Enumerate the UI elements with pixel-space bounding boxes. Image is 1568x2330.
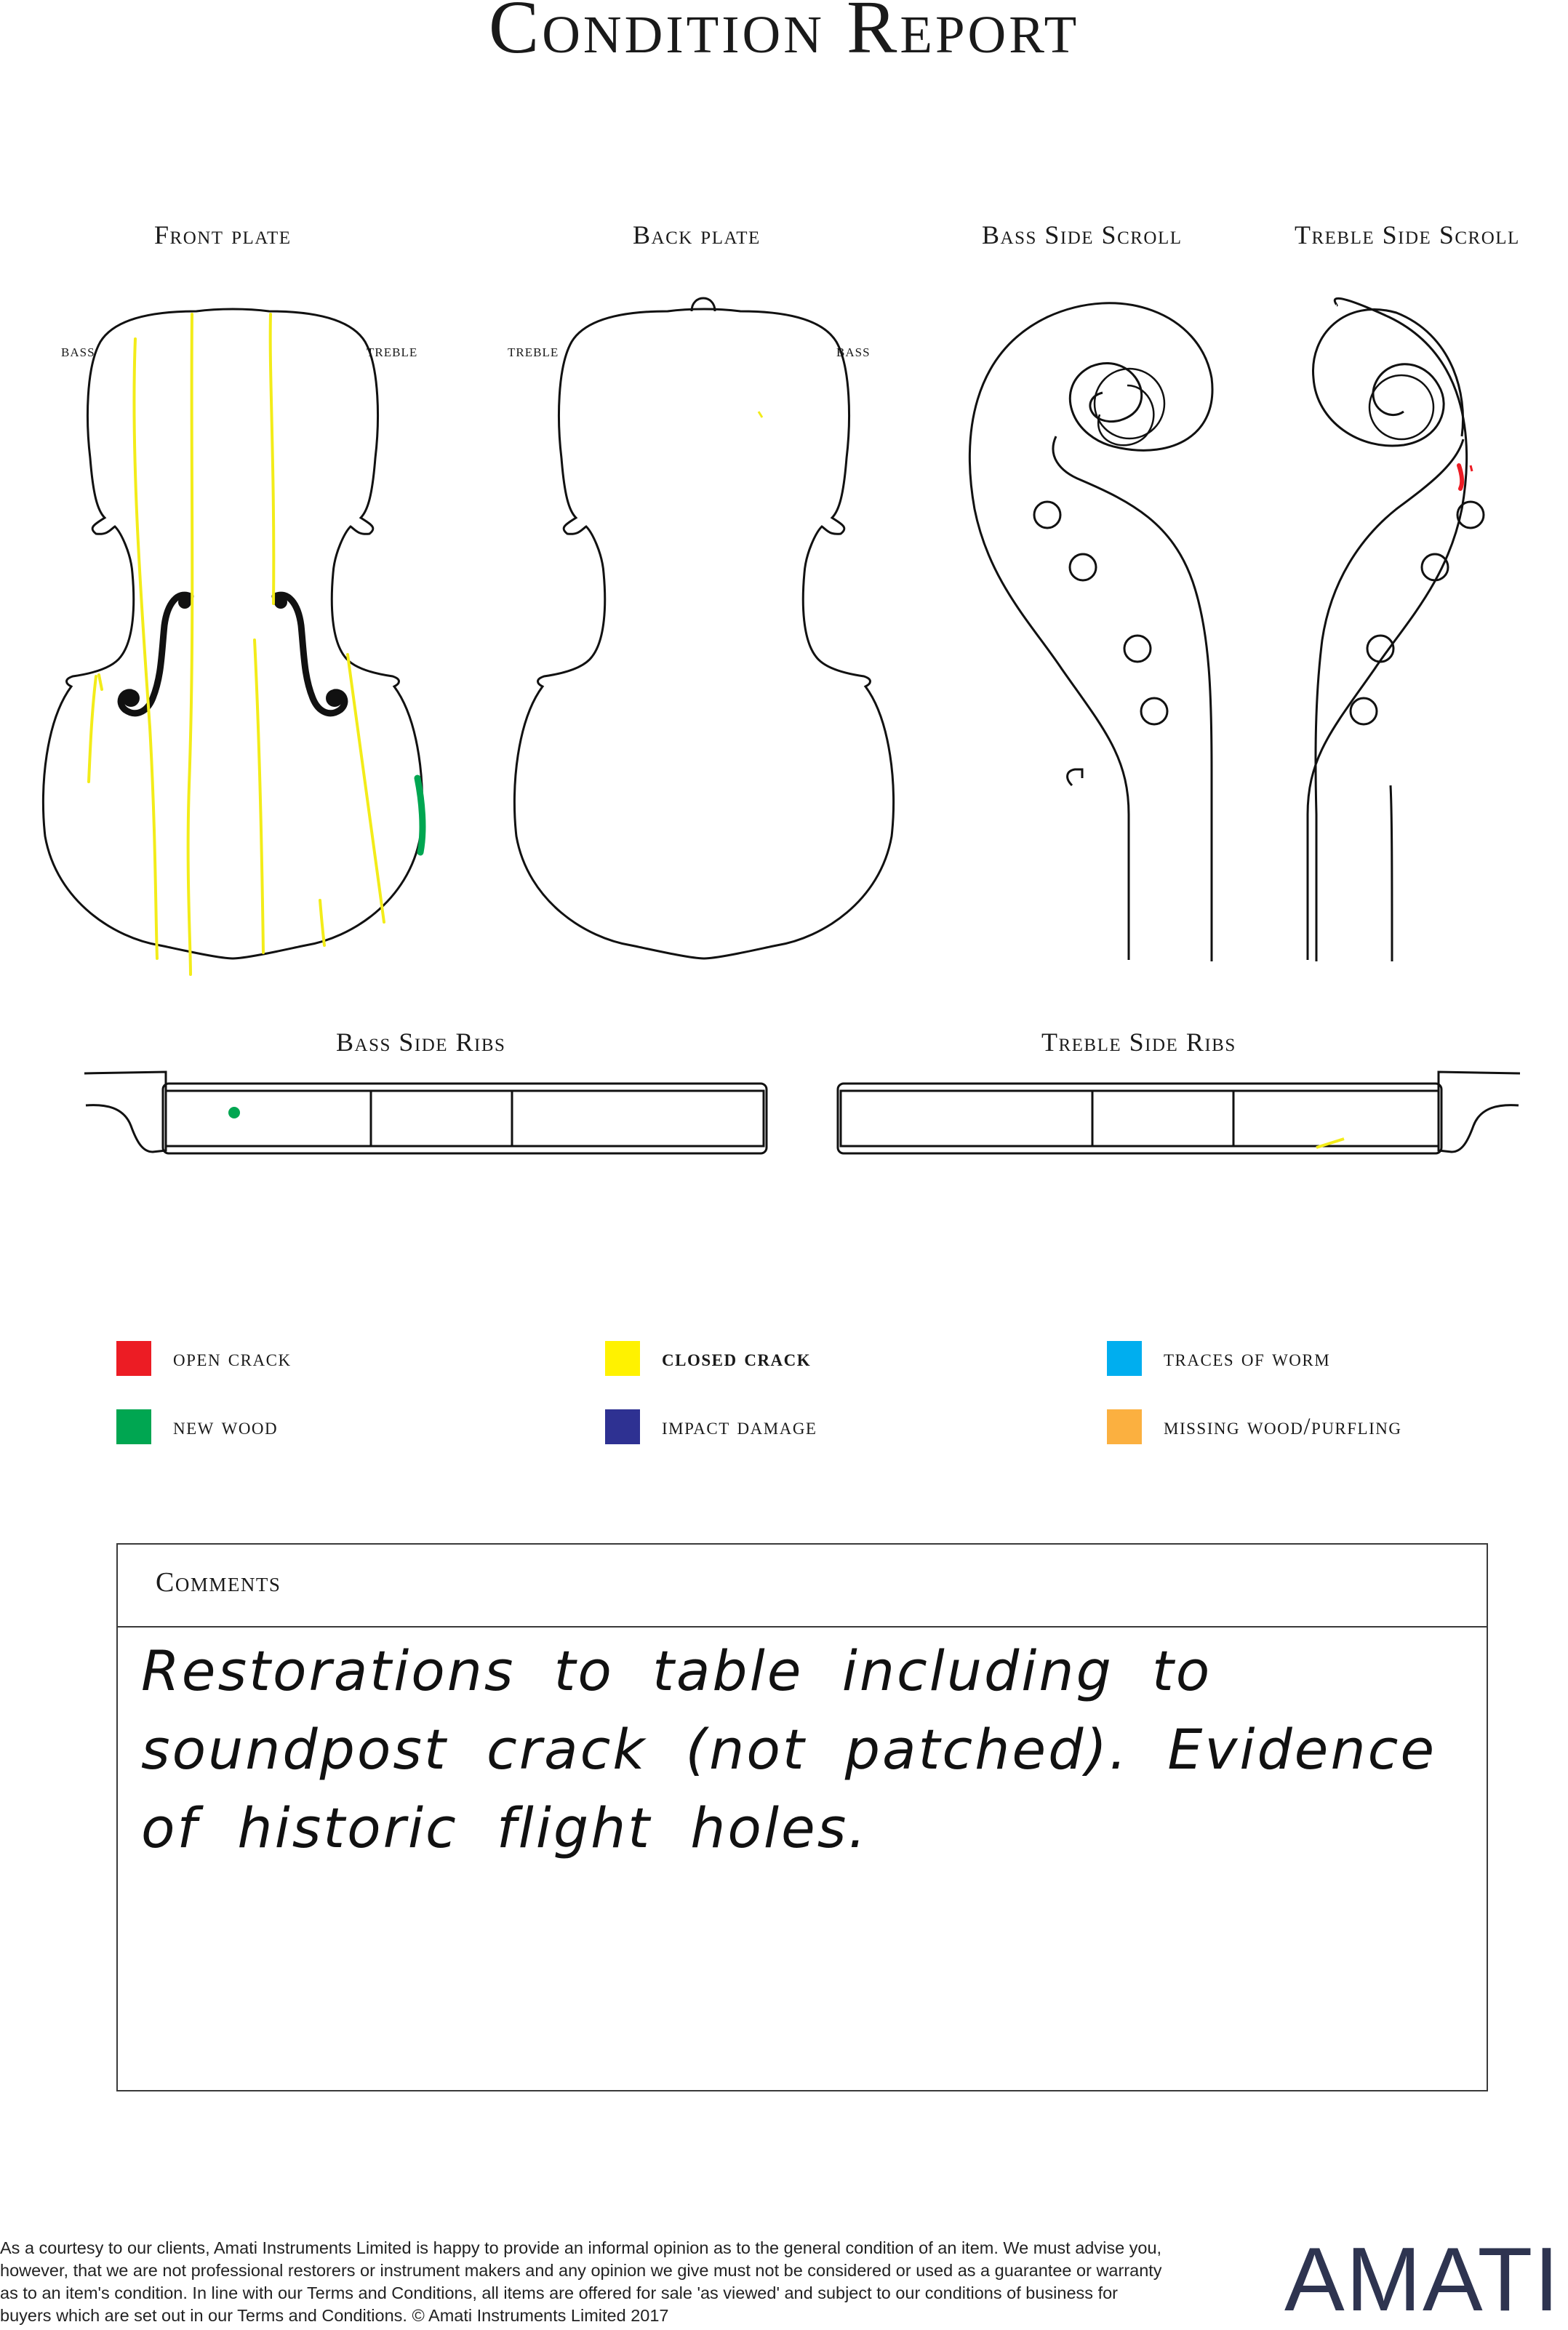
legend-new-wood: [116, 1409, 278, 1444]
back-bass-side-label: bass: [836, 342, 871, 361]
treble-side-ribs-label: Treble Side Ribs: [1041, 1028, 1236, 1057]
treble-side-ribs-drawing: [838, 1072, 1520, 1153]
impact-damage-swatch: [605, 1409, 640, 1444]
comments-label: Comments: [156, 1567, 281, 1598]
back-plate-drawing: [514, 298, 893, 958]
bass-side-ribs-drawing: [84, 1072, 767, 1153]
legend-label: missing wood/purfling: [1164, 1413, 1402, 1440]
legend-open-crack: [116, 1341, 292, 1376]
treble-side-scroll-drawing: [1308, 298, 1484, 961]
traces-of-worm-swatch: [1107, 1341, 1142, 1376]
front-bass-side-label: bass: [61, 342, 95, 361]
comments-box: [116, 1543, 1488, 2091]
open-crack-swatch: [116, 1341, 151, 1376]
legend-label: impact damage: [662, 1413, 817, 1440]
bass-side-ribs-label: Bass Side Ribs: [336, 1028, 506, 1057]
front-plate-drawing: [43, 309, 423, 974]
legend-closed-crack: [605, 1341, 811, 1376]
back-treble-side-label: treble: [508, 342, 559, 361]
legend-traces-of-worm: [1107, 1341, 1330, 1376]
legend-impact-damage: [605, 1409, 817, 1444]
closed-crack-swatch: [605, 1341, 640, 1376]
page-title: Condition Report: [488, 0, 1080, 69]
missing-wood-swatch: [1107, 1409, 1142, 1444]
back-plate-label: Back plate: [633, 220, 761, 249]
legend-label: closed crack: [662, 1345, 812, 1372]
disclaimer-text: As a courtesy to our clients, Amati Instruments Limited is happy to provide an informal opinion as to the general condition of an item. We must advise you, however, that we are not professional restorers or instrument makers and any opinion we give must not be considered or used as a guarantee or warranty as to an item's condition. In line with our Terms and Conditions, all items are offered for sale 'as viewed' and subject to our conditions of business for buyers which are set out in our Terms and Conditions. © Amati Instruments Limited 2017: [0, 2238, 1162, 2325]
bass-side-scroll-drawing: [969, 303, 1212, 961]
comments-header: [118, 1545, 1487, 1628]
legend-label: traces of worm: [1164, 1345, 1331, 1372]
front-treble-side-label: treble: [367, 342, 418, 361]
new-wood-swatch: [116, 1409, 151, 1444]
treble-side-scroll-label: Treble Side Scroll: [1295, 220, 1520, 249]
amati-logo: AMATI: [1284, 2230, 1561, 2330]
legend-label: new wood: [173, 1413, 279, 1440]
front-plate-label: Front plate: [154, 220, 292, 249]
legend-missing-wood-purfling: [1107, 1409, 1402, 1444]
comments-text: Restorations to table including to soundpost crack (not patched). Evidence of historic flight holes.: [141, 1638, 1437, 1860]
bass-side-scroll-label: Bass Side Scroll: [982, 220, 1183, 249]
legend-label: open crack: [173, 1345, 292, 1372]
